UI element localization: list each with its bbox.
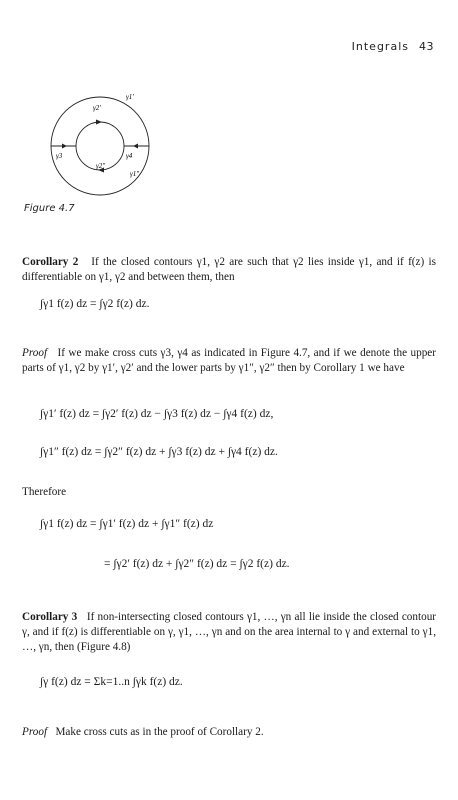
figure-4-7 [38, 86, 178, 196]
corollary-3 [22, 610, 436, 655]
proof-3-label: Proof [22, 726, 48, 738]
equation-combined: ∫γ1 f(z) dz = ∫γ1′ f(z) dz + ∫γ1″ f(z) dz [40, 518, 214, 530]
proof-3-text: Make cross cuts as in the proof of Corollary 2. [55, 726, 264, 738]
corollary-2-label: Corollary 2 [22, 256, 79, 268]
label-gamma2-double-prime: γ2″ [96, 162, 106, 170]
label-gamma3: γ3 [56, 152, 63, 160]
proof-2-label: Proof [22, 347, 48, 359]
arrow-cut-left [62, 144, 67, 149]
label-gamma2-prime: γ2′ [93, 104, 101, 112]
label-gamma1-double-prime: γ1″ [130, 170, 140, 178]
corollary-3-text: If non-intersecting closed contours γ1, …, γn all lie inside the closed contour γ, and if f(z) is differentiable on γ, γ1, …, γn and on the area internal to γ and external to γ1, …, γn, then (Figure 4.8) [22, 611, 437, 653]
page-number: 43 [419, 40, 434, 53]
corollary-2-text: If the closed contours γ1, γ2 are such that γ2 lies inside γ1, and if f(z) is differentiable on γ1, γ2 and between them, then [22, 256, 436, 283]
equation-corollary-3: ∫γ f(z) dz = Σk=1..n ∫γk f(z) dz. [40, 676, 183, 688]
equation-lower-parts: ∫γ1″ f(z) dz = ∫γ2″ f(z) dz + ∫γ3 f(z) dz + ∫γ4 f(z) dz. [40, 446, 278, 458]
corollary-2 [22, 255, 436, 285]
equation-corollary-2: ∫γ1 f(z) dz = ∫γ2 f(z) dz. [40, 298, 150, 310]
label-gamma4: γ4 [126, 152, 133, 160]
arrow-cut-right [133, 144, 138, 149]
proof-corollary-2 [22, 346, 436, 376]
corollary-3-label: Corollary 3 [22, 611, 78, 623]
proof-2-text: If we make cross cuts γ3, γ4 as indicated in Figure 4.7, and if we denote the upper parts of γ1, γ2 by γ1′, γ2′ and the lower parts by γ1″, γ2″ then by Corollary 1 we have [22, 347, 437, 374]
proof-corollary-3 [22, 725, 436, 740]
figure-caption: Figure 4.7 [24, 203, 75, 214]
contour-diagram [38, 86, 178, 196]
arrow-inner-top [96, 120, 102, 125]
running-title: Integrals [351, 40, 409, 53]
running-header [352, 40, 434, 53]
equation-upper-parts: ∫γ1′ f(z) dz = ∫γ2′ f(z) dz − ∫γ3 f(z) dz − ∫γ4 f(z) dz, [40, 408, 274, 420]
therefore-text: Therefore [22, 486, 67, 498]
label-gamma1-prime: γ1′ [126, 93, 134, 101]
equation-result: = ∫γ2′ f(z) dz + ∫γ2″ f(z) dz = ∫γ2 f(z) dz. [104, 558, 290, 570]
